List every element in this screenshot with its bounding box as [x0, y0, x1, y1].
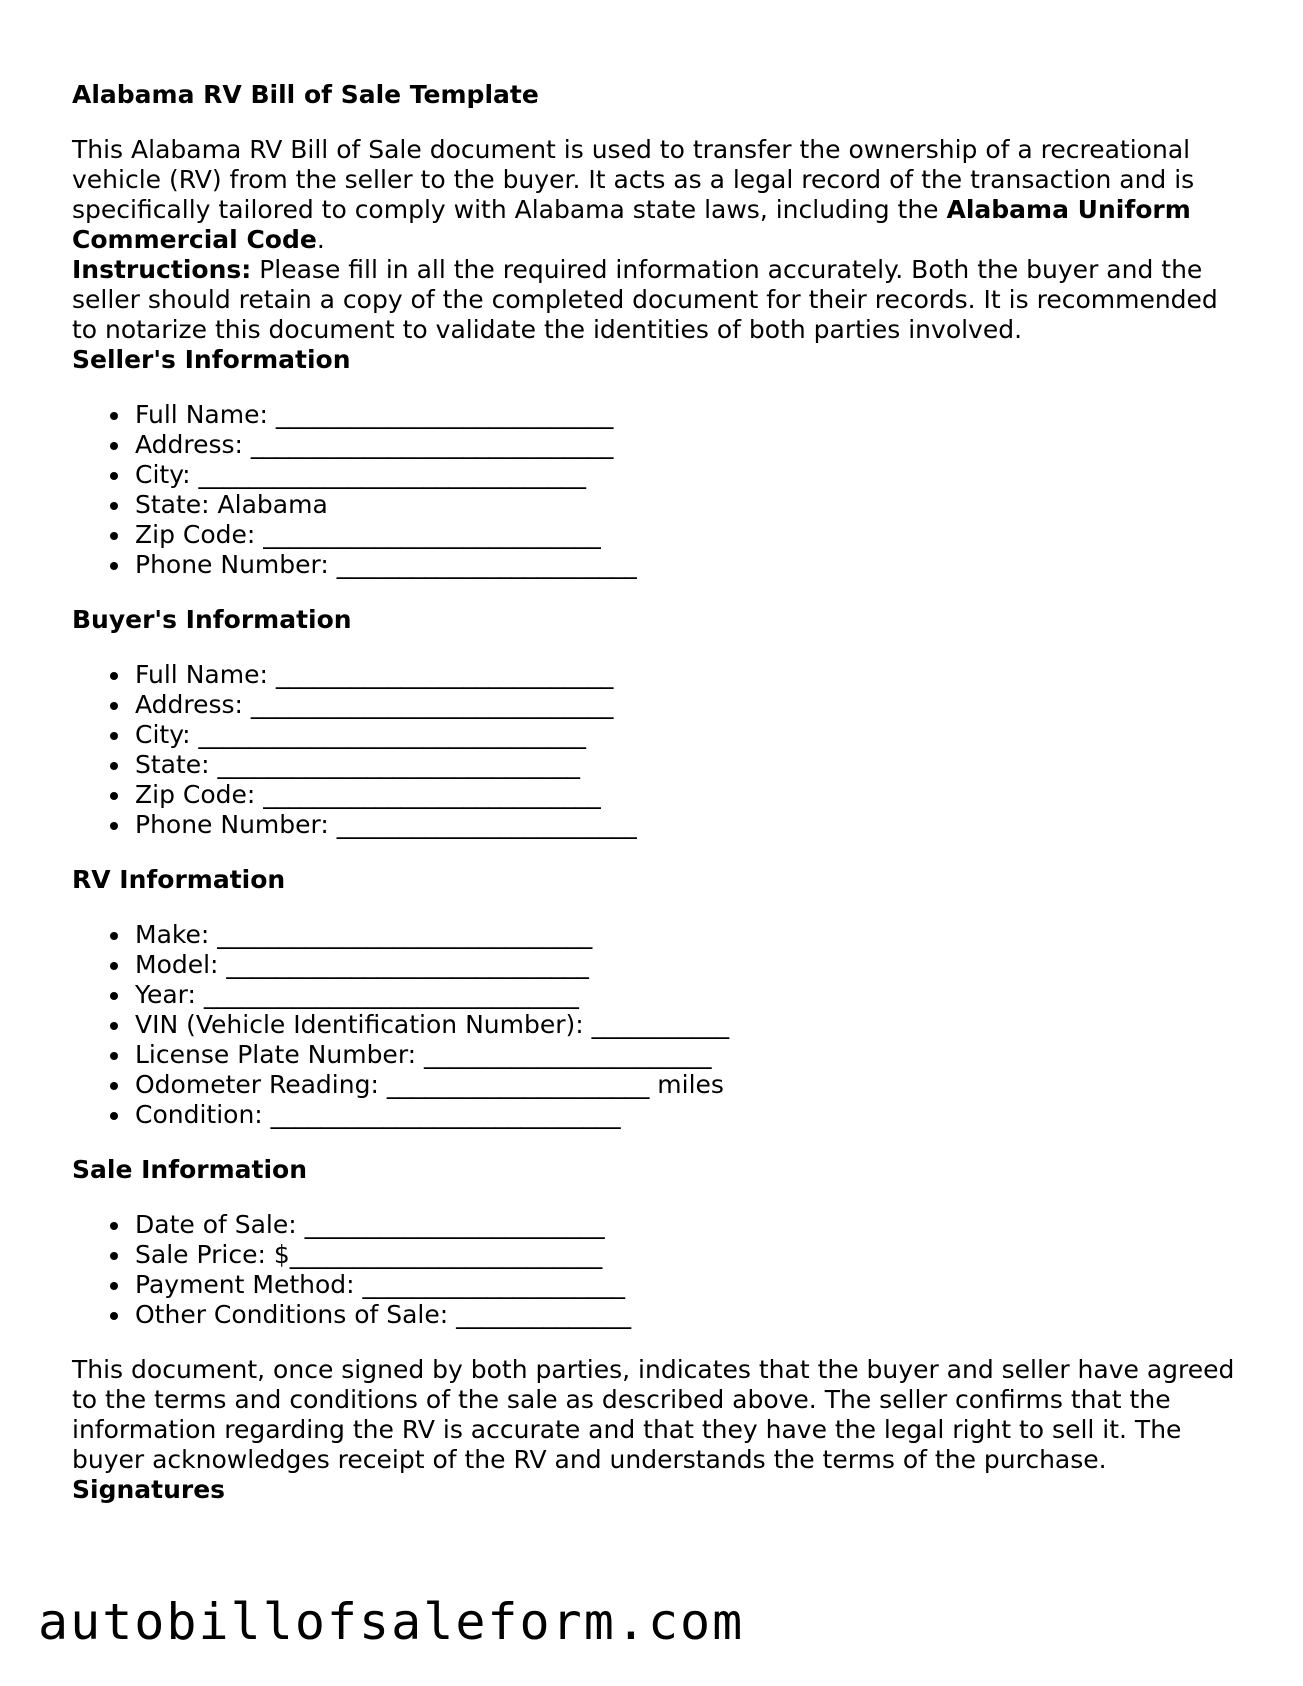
buyer-city-field: City: _______________________________	[110, 720, 1242, 750]
seller-fields	[72, 400, 1242, 580]
instructions-paragraph	[72, 255, 1242, 345]
seller-state-field: State: Alabama	[110, 490, 1242, 520]
rv-vin-field: VIN (Vehicle Identification Number): ___________	[110, 1010, 1242, 1040]
sale-other-conditions-field: Other Conditions of Sale: ______________	[110, 1300, 1242, 1330]
buyer-heading: Buyer's Information	[72, 605, 352, 634]
buyer-state-field: State: _____________________________	[110, 750, 1242, 780]
watermark-text: autobillofsaleform.com	[38, 1593, 745, 1651]
rv-condition-field: Condition: ____________________________	[110, 1100, 1242, 1130]
instructions-text: Please fill in all the required information accurately. Both the buyer and the seller should retain a copy of the completed document for their records. It is recommended to notarize this document to validate the identities of both parties involved.	[72, 255, 1218, 344]
seller-address-field: Address: _____________________________	[110, 430, 1242, 460]
seller-full-name-field: Full Name: ___________________________	[110, 400, 1242, 430]
buyer-full-name-field: Full Name: ___________________________	[110, 660, 1242, 690]
seller-city-field: City: _______________________________	[110, 460, 1242, 490]
rv-heading: RV Information	[72, 865, 286, 894]
sale-fields	[72, 1210, 1242, 1330]
rv-odometer-field: Odometer Reading: _____________________ miles	[110, 1070, 1242, 1100]
sale-price-field: Sale Price: $_________________________	[110, 1240, 1242, 1270]
instructions-label: Instructions:	[72, 255, 252, 284]
document-page	[72, 80, 1242, 1505]
sale-heading: Sale Information	[72, 1155, 307, 1184]
rv-model-field: Model: _____________________________	[110, 950, 1242, 980]
buyer-zip-field: Zip Code: ___________________________	[110, 780, 1242, 810]
seller-phone-field: Phone Number: ________________________	[110, 550, 1242, 580]
rv-year-field: Year: ______________________________	[110, 980, 1242, 1010]
intro-text: This Alabama RV Bill of Sale document is used to transfer the ownership of a recreational vehicle (RV) from the seller to the buyer. It acts as a legal record of the transaction and is specifically tailored to comply with Alabama state laws, including the	[72, 135, 1195, 224]
rv-make-field: Make: ______________________________	[110, 920, 1242, 950]
sale-payment-method-field: Payment Method: _____________________	[110, 1270, 1242, 1300]
document-title: Alabama RV Bill of Sale Template	[72, 80, 539, 109]
rv-fields	[72, 920, 1242, 1130]
rv-license-plate-field: License Plate Number: _______________________	[110, 1040, 1242, 1070]
intro-end: .	[316, 225, 325, 254]
intro-bold-law: Alabama Uniform Commercial Code	[72, 195, 1191, 254]
closing-paragraph: This document, once signed by both parties, indicates that the buyer and seller have agreed to the terms and conditions of the sale as described above. The seller confirms that the information regarding the RV is accurate and that they have the legal right to sell it. The buyer acknowledges receipt of the RV and understands the terms of the purchase.	[72, 1355, 1235, 1474]
seller-heading: Seller's Information	[72, 345, 351, 374]
intro-paragraph	[72, 135, 1242, 255]
signatures-heading: Signatures	[72, 1475, 226, 1504]
buyer-fields	[72, 660, 1242, 840]
buyer-phone-field: Phone Number: ________________________	[110, 810, 1242, 840]
sale-date-field: Date of Sale: ________________________	[110, 1210, 1242, 1240]
seller-zip-field: Zip Code: ___________________________	[110, 520, 1242, 550]
buyer-address-field: Address: _____________________________	[110, 690, 1242, 720]
